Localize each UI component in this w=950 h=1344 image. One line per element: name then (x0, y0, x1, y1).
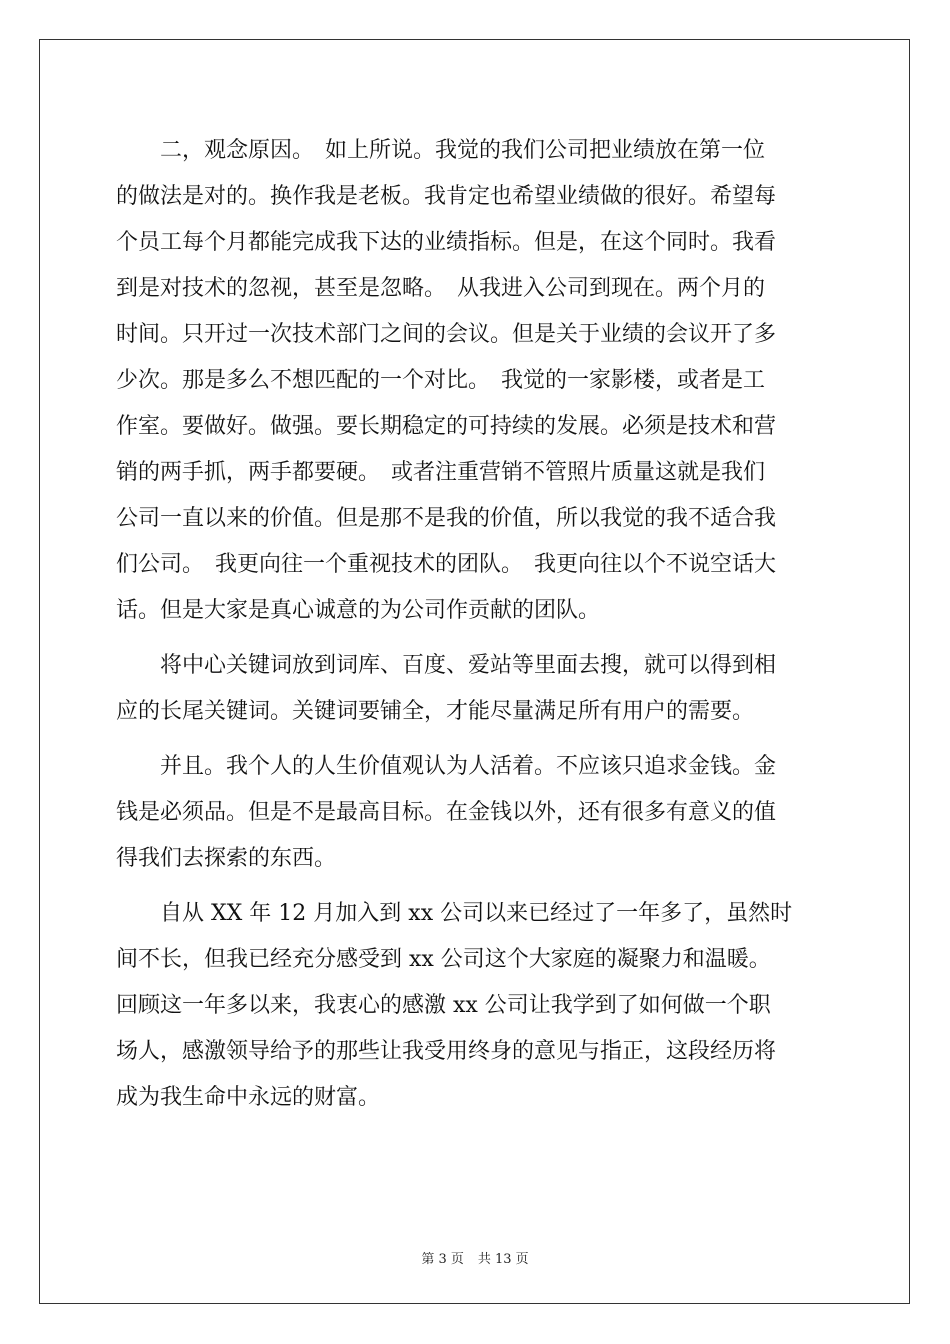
paragraph-spacer (116, 735, 834, 744)
text-line: 得我们去探索的东西。 (116, 846, 337, 871)
text-line: 的做法是对的。换作我是老板。我肯定也希望业绩做的很好。希望每 (116, 184, 777, 209)
text-line: 应的长尾关键词。关键词要铺全，才能尽量满足所有用户的需要。 (116, 699, 755, 724)
text-line: 间不长，但我已经充分感受到 xx 公司这个大家庭的凝聚力和温暖。 (116, 947, 771, 972)
paragraph-spacer (116, 634, 834, 643)
text-line: 到是对技术的忽视，甚至是忽略。 从我进入公司到现在。两个月的 (116, 276, 766, 301)
text-line: 自从 XX 年 12 月加入到 xx 公司以来已经过了一年多了，虽然时 (116, 901, 793, 926)
text-line: 钱是必须品。但是不是最高目标。在金钱以外，还有很多有意义的值 (116, 800, 777, 825)
text-line: 二，观念原因。 如上所说。我觉的我们公司把业绩放在第一位 (116, 138, 766, 163)
text-line: 销的两手抓，两手都要硬。 或者注重营销不管照片质量这就是我们 (116, 460, 766, 485)
page-total: 共 13 页 (477, 1252, 529, 1267)
paragraph-spacer (116, 882, 834, 891)
page-number: 第 3 页 (421, 1252, 464, 1267)
text-line: 公司一直以来的价值。但是那不是我的价值，所以我觉的我不适合我 (116, 506, 777, 531)
text-line: 作室。要做好。做强。要长期稳定的可持续的发展。必须是技术和营 (116, 414, 777, 439)
text-line: 将中心关键词放到词库、百度、爱站等里面去搜，就可以得到相 (116, 653, 777, 678)
page-footer (0, 1248, 950, 1267)
paragraph (116, 891, 834, 1121)
paragraph (116, 643, 834, 735)
text-line: 们公司。 我更向往一个重视技术的团队。 我更向往以个不说空话大 (116, 552, 777, 577)
text-line: 话。但是大家是真心诚意的为公司作贡献的团队。 (116, 598, 601, 623)
text-line: 时间。只开过一次技术部门之间的会议。但是关于业绩的会议开了多 (116, 322, 777, 347)
text-line: 少次。那是多么不想匹配的一个对比。 我觉的一家影楼，或者是工 (116, 368, 766, 393)
paragraph (116, 128, 834, 634)
text-line: 成为我生命中永远的财富。 (116, 1085, 381, 1110)
text-line: 场人，感激领导给予的那些让我受用终身的意见与指正，这段经历将 (116, 1039, 777, 1064)
text-line: 回顾这一年多以来，我衷心的感激 xx 公司让我学到了如何做一个职 (116, 993, 771, 1018)
paragraph (116, 744, 834, 882)
document-body (116, 128, 834, 1121)
text-line: 个员工每个月都能完成我下达的业绩指标。但是，在这个同时。我看 (116, 230, 777, 255)
text-line: 并且。我个人的人生价值观认为人活着。不应该只追求金钱。金 (116, 754, 777, 779)
